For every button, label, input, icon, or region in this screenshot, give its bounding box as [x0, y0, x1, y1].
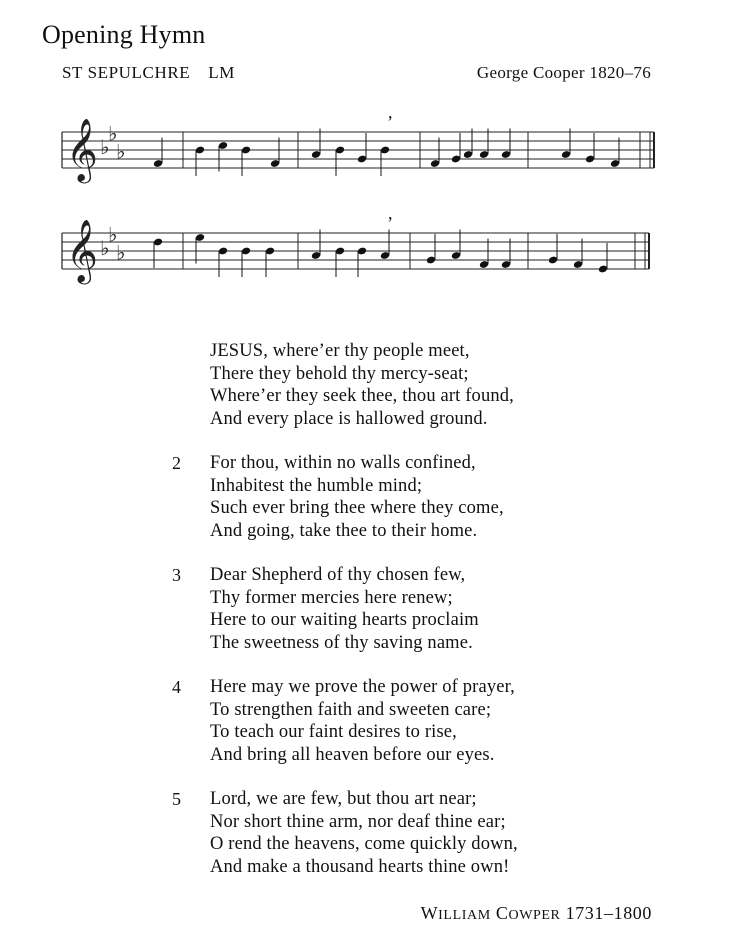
author-last-initial: C [495, 903, 509, 923]
verse-line: To strengthen faith and sweeten care; [210, 699, 492, 720]
author-first-rest: ILLIAM [438, 908, 491, 923]
hymn-verses [172, 340, 518, 900]
verse-line: And bring all heaven before our eyes. [210, 744, 495, 765]
verse-line: Here may we prove the power of prayer, [210, 677, 515, 697]
music-staff-2 [62, 203, 649, 285]
verse-line: And every place is hallowed ground. [210, 408, 488, 429]
verse-line: JESUS, where’er thy people meet, [210, 341, 470, 361]
verse-line: Here to our waiting hearts proclaim [210, 610, 479, 630]
breath-mark-icon: , [388, 102, 393, 122]
verse-number: 2 [172, 453, 181, 473]
tune-name: ST SEPULCHRE [62, 63, 191, 82]
verse-line: O rend the heavens, come quickly down, [210, 834, 518, 854]
treble-clef-icon: 𝄞 [66, 219, 98, 282]
verse-4 [172, 676, 518, 766]
treble-clef-icon: 𝄞 [66, 118, 98, 181]
composer-credit: George Cooper 1820–76 [476, 63, 651, 82]
page-title: Opening Hymn [42, 20, 206, 49]
verse-number: 4 [172, 677, 181, 697]
verse-line: Inhabitest the humble mind; [210, 475, 423, 496]
verse-5 [172, 788, 518, 878]
tune-meter: LM [208, 63, 235, 82]
breath-mark-icon: , [388, 203, 393, 223]
verse-line: There they behold thy mercy-seat; [210, 363, 469, 384]
verse-line: Dear Shepherd of thy chosen few, [210, 565, 466, 585]
flat-icon: ♭ [116, 240, 126, 265]
verse-line: Thy former mercies here renew; [210, 587, 453, 608]
verse-1 [172, 340, 518, 430]
verse-2 [172, 452, 518, 542]
flat-icon: ♭ [100, 236, 110, 260]
flat-icon: ♭ [116, 139, 126, 164]
flat-icon: ♭ [108, 222, 118, 247]
verse-line: Lord, we are few, but thou art near; [210, 789, 477, 809]
author-credit [421, 903, 652, 924]
author-dates: 1731–1800 [565, 903, 652, 923]
verse-line: The sweetness of thy saving name. [210, 632, 473, 653]
verse-line: To teach our faint desires to rise, [210, 722, 457, 742]
flat-icon: ♭ [100, 135, 110, 159]
flat-icon: ♭ [108, 121, 118, 146]
music-staff-1 [62, 102, 654, 184]
author-first-initial: W [420, 903, 439, 923]
verse-line: Nor short thine arm, nor deaf thine ear; [210, 811, 506, 832]
verse-line: Where’er they seek thee, thou art found, [210, 386, 514, 406]
verse-number: 3 [172, 565, 181, 585]
verse-number: 5 [172, 789, 181, 809]
verse-line: And make a thousand hearts thine own! [210, 856, 510, 877]
verse-3 [172, 564, 518, 654]
verse-line: For thou, within no walls confined, [210, 453, 476, 473]
verse-line: Such ever bring thee where they come, [210, 498, 504, 518]
verse-line: And going, take thee to their home. [210, 520, 478, 541]
music-score [0, 0, 735, 300]
author-last-rest: OWPER [508, 908, 561, 923]
